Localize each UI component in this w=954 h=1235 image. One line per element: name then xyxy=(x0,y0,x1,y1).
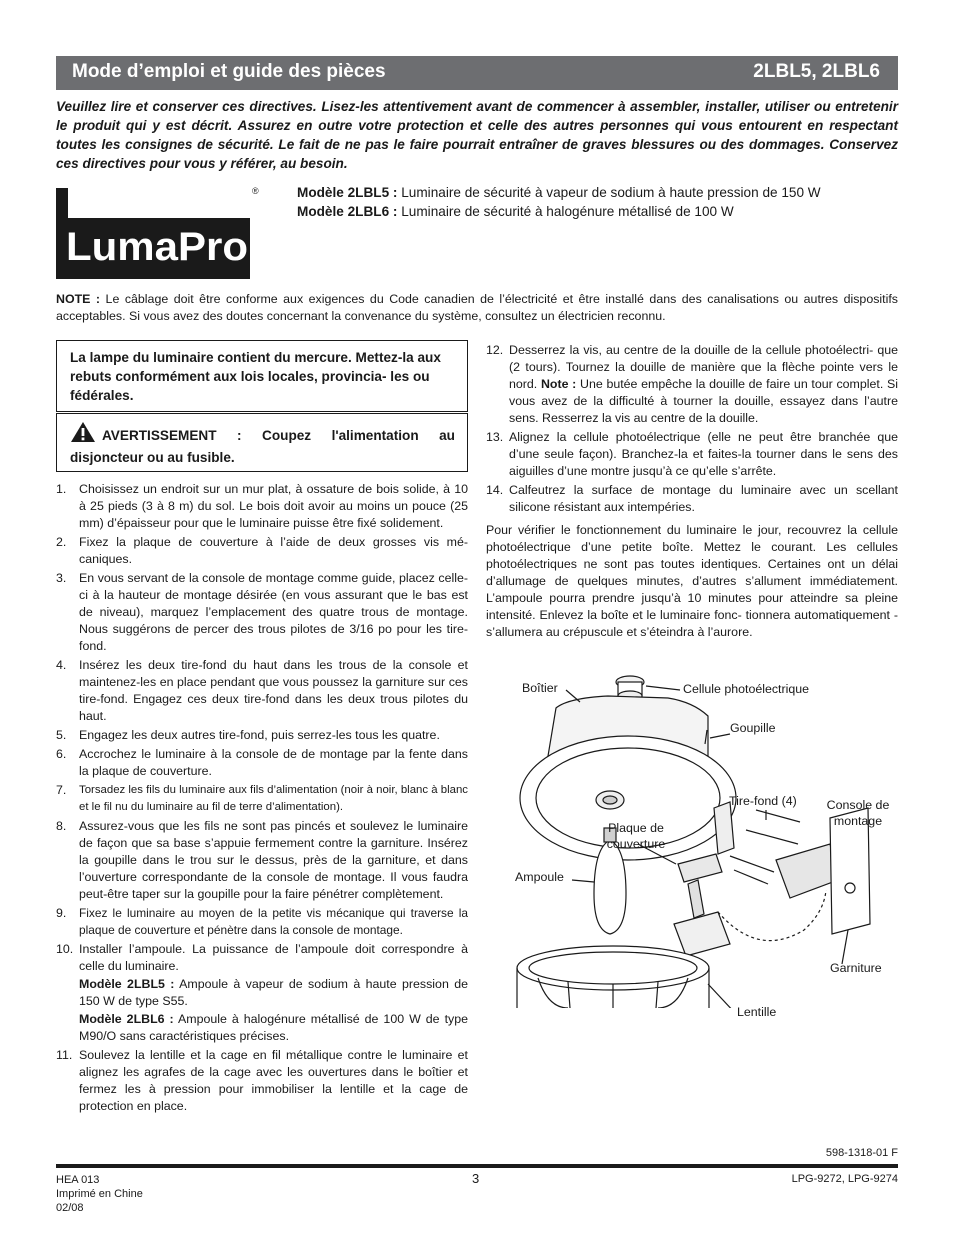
list-item xyxy=(56,657,468,725)
mercury-notice: La lampe du luminaire contient du mercure. Mettez-la aux rebuts conformément aux lois locales, provincia- les ou fédérales. xyxy=(56,340,468,412)
list-item xyxy=(56,534,468,568)
bulb-part xyxy=(594,840,626,934)
list-item xyxy=(56,941,468,1045)
step-text: Accrochez le luminaire à la console de de montage par la fente dans la plaque de couverture. xyxy=(79,747,468,778)
list-item xyxy=(56,481,468,532)
step-text: Fixez le luminaire au moyen de la petite vis mécanique qui traverse la plaque de couverture et pénètre dans la console de montage. xyxy=(79,906,468,937)
list-item xyxy=(56,746,468,780)
step-number: 6. xyxy=(56,747,67,761)
steps-left xyxy=(56,481,468,1117)
step-number: 11. xyxy=(56,1048,73,1062)
step-number: 10. xyxy=(56,942,74,956)
footer-part-numbers: LPG-9272, LPG-9274 xyxy=(791,1173,898,1185)
model-label: Modèle 2LBL6 : xyxy=(297,204,398,219)
step-number: 4. xyxy=(56,658,67,672)
registered-mark: ® xyxy=(252,186,259,196)
step-text: Assurez-vous que les fils ne sont pas pincés et soulevez le luminaire de façon que sa base s’appuie fermement contre la garniture. Insérez la goupille dans le trou sur le dessus, près de la garniture, et dans l’ouverture correspondante de la console de montage. Il vous faudra peut-être taper sur la goupille pour la faire pénétrer complètement. xyxy=(79,819,468,901)
daytime-test-paragraph: Pour vérifier le fonctionnement du luminaire le jour, recouvrez la cellule photoélectrique d’une petite boîte. Mettez le courant. Les cellules photoélectriques ne sont pas toutes identiques. Certaines ont un délai d’allumage de quelques minutes, d’autres s’allument immédiatement. L’ampoule pourra prendre jusqu’à 10 minutes pour atteindre sa pleine intensité. Enlevez la boîte et le luminaire fonc- tionnera automatiquement - s’allumera au crépuscule et s’éteindra à l’aurore. xyxy=(486,523,898,639)
cover-plate-part xyxy=(678,854,722,882)
page-number: 3 xyxy=(472,1171,480,1186)
sub-label: Modèle 2LBL6 : xyxy=(79,1012,174,1026)
list-item xyxy=(486,482,898,516)
step-number: 5. xyxy=(56,728,67,742)
list-item xyxy=(56,1047,468,1115)
model-desc: Luminaire de sécurité à vapeur de sodium à haute pression de 150 W xyxy=(401,185,821,200)
label-goupille: Goupille xyxy=(730,721,776,735)
step-text: En vous servant de la console de montage comme guide, placez celle-ci à la hauteur de montage désirée (en vous assurant que le bas est de niveau), marquez l’emplacement des quatre trous de montage. Nous suggérons de percer des trous pilotes de 3/16 po pour les tire-fond. xyxy=(79,571,468,653)
document-number: 598-1318-01 F xyxy=(825,1147,898,1159)
list-item xyxy=(486,429,898,480)
step-text: Desserrez la vis, au centre de la douille de la cellule photoélectri- que (2 tours). Tournez la douille de manière que la flèche pointe vers le nord. xyxy=(509,343,898,391)
label-plaque: Plaque de couverture xyxy=(606,821,666,851)
sub-text: Ampoule à halogénure métallisé de 100 W de type M90/O sans caractéristiques précises. xyxy=(79,1012,468,1043)
note-label: NOTE : xyxy=(56,292,101,306)
step-text: Engagez les deux autres tire-fond, puis serrez-les tous les quatre. xyxy=(79,728,440,742)
note-text: Le câblage doit être conforme aux exigences du Code canadien de l’électricité et être installé dans des canalisations ou autres dispositifs acceptables. Si vous avez des doutes concernant la convenance du système, consultez un électricien reconnu. xyxy=(56,292,898,323)
mounting-bracket-part xyxy=(776,844,838,898)
parts-diagram xyxy=(508,668,898,1019)
model-line xyxy=(297,202,821,221)
step-text: Installer l’ampoule. La puissance de l’ampoule doit correspondre à celle du luminaire. xyxy=(79,942,468,973)
list-item xyxy=(56,818,468,903)
page-title: Mode d’emploi et guide des pièces xyxy=(72,61,386,82)
footer-rule xyxy=(56,1164,898,1168)
step-note-label: Note : xyxy=(540,377,577,391)
model-label: Modèle 2LBL5 : xyxy=(297,185,398,200)
footer-origin: Imprimé en Chine xyxy=(56,1188,143,1200)
label-ampoule: Ampoule xyxy=(515,870,564,884)
footer-left xyxy=(56,1173,143,1215)
model-desc: Luminaire de sécurité à halogénure métallisé de 100 W xyxy=(401,204,734,219)
label-console: Console de montage xyxy=(826,798,890,828)
step-text: Fixez la plaque de couverture à l’aide de deux grosses vis mé- caniques. xyxy=(79,535,468,566)
header-models: 2LBL5, 2LBL6 xyxy=(753,61,880,82)
label-garniture: Garniture xyxy=(830,961,882,975)
sub-text: Ampoule à vapeur de sodium à haute pression de 150 W de type S55. xyxy=(79,977,468,1008)
step-text: Soulevez la lentille et la cage en fil métallique contre le luminaire et alignez les agrafes de la cage avec les ouvertures dans le boîtier et fermez les à pression pour immobiliser la lentille et la cage de protection en place. xyxy=(79,1048,468,1113)
label-cellule: Cellule photoélectrique xyxy=(683,682,810,696)
header-bar xyxy=(56,56,898,90)
step-number: 1. xyxy=(56,482,67,496)
label-tirefond: Tire-fond (4) xyxy=(729,794,797,808)
step-text: Torsadez les fils du luminaire aux fils d’alimentation (noir à noir, blanc à blanc et le fil nu du luminaire au fil de terre d’alimentation). xyxy=(79,784,468,813)
step-number: 14. xyxy=(486,483,504,497)
wiring-note xyxy=(56,291,898,325)
step-number: 13. xyxy=(486,430,504,444)
step10-sub-2lbl5 xyxy=(79,976,468,1010)
lumapro-logo xyxy=(56,188,250,279)
sub-label: Modèle 2LBL5 : xyxy=(79,977,175,991)
logo-text: LumaPro xyxy=(66,225,248,269)
list-item xyxy=(56,905,468,939)
step-text: Choisissez un endroit sur un mur plat, à ossature de bois solide, à 10 à 25 pieds (3 à 8 m) du sol. Le bois doit avoir au moins un pouce (25 mm) d’épaisseur pour que le luminaire puisse être fixé solidement. xyxy=(79,482,468,530)
label-lentille: Lentille xyxy=(737,1005,777,1019)
warning-icon xyxy=(70,421,96,448)
label-boitier: Boîtier xyxy=(522,681,558,695)
warning-notice xyxy=(56,413,468,472)
footer-date: 02/08 xyxy=(56,1202,84,1214)
step-text: Calfeutrez la surface de montage du luminaire avec un scellant silicone résistant aux intempéries. xyxy=(509,483,898,514)
step-number: 3. xyxy=(56,571,67,585)
step-number: 2. xyxy=(56,535,67,549)
step-number: 7. xyxy=(56,783,67,797)
list-item xyxy=(56,727,468,744)
model-line xyxy=(297,183,821,202)
step-number: 9. xyxy=(56,906,67,920)
step-number: 8. xyxy=(56,819,67,833)
step-text: Alignez la cellule photoélectrique (elle ne peut être branchée que d’une seule façon). Branchez-la et faites-la tourner dans le sens des aiguilles d’une montre jusqu’à ce qu’elle s’arrête. xyxy=(509,430,898,478)
list-item xyxy=(56,570,468,655)
right-column xyxy=(486,342,898,641)
warning-text: AVERTISSEMENT : Coupez l'alimentation au disjoncteur ou au fusible. xyxy=(70,428,455,465)
steps-right xyxy=(486,342,898,516)
list-item xyxy=(486,342,898,427)
footer-code: HEA 013 xyxy=(56,1174,100,1186)
models-list xyxy=(297,183,821,221)
step-number: 12. xyxy=(486,343,504,357)
step-text: Insérez les deux tire-fond du haut dans les trous de la console et maintenez-les en place pendant que vous poussez la garniture sur ces tire-fond. Engagez ces deux tire-fond dans les deux trous pilotes du haut. xyxy=(79,658,468,723)
step10-sub-2lbl6 xyxy=(79,1011,468,1045)
step-note-text: Une butée empêche la douille de faire un tour complet. Si vous avez de la difficulté à tourner la douille, essayez dans l’autre sens. Resserrez la vis au centre de la douille. xyxy=(509,377,898,425)
list-item xyxy=(56,782,468,816)
intro-paragraph: Veuillez lire et conserver ces directives. Lisez-les attentivement avant de commencer à assembler, installer, utiliser ou entretenir le produit qui y est décrit. Assurez en outre votre protection et celle des autres personnes qui vous entourent en respectant toutes les consignes de sécurité. Le fait de ne pas le faire pourrait entraîner de graves blessures ou des dommages. Conservez ces directives pour vous y référer, au besoin. xyxy=(56,99,898,171)
